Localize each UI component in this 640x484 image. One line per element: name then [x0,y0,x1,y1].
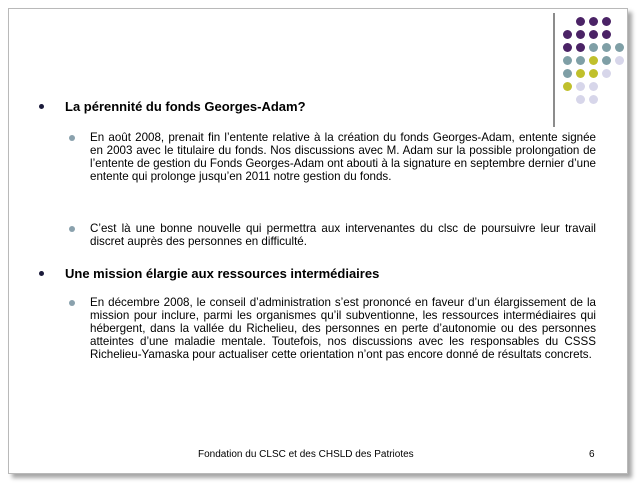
decorative-dot [589,69,598,78]
decorative-dot [576,69,585,78]
section-heading: La pérennité du fonds Georges-Adam? [39,99,599,114]
slide [8,8,628,474]
decorative-dot [563,30,572,39]
list-item: En décembre 2008, le conseil d’administration s’est prononcé en faveur d’un élargissement de la mission pour inclure, parmi les organismes qu’il subventionne, les ressources intermédiaires qui hébergent, dans la vallée du Richelieu, des personnes en perte d’autonomie ou des personnes atteintes d’une maladie mentale. Toutefois, nos discussions avec les responsables du CSSS Richelieu-Yamaska pour actualiser cette orientation n’ont pas encore donné de résultats concrets. [69,296,596,361]
list-item: En août 2008, prenait fin l’entente relative à la création du fonds Georges-Adam, entente signée en 2003 avec le titulaire du fonds. Nos discussions avec M. Adam sur la possible prolongation de l’entente de gestion du Fonds Georges-Adam ont abouti à la signature en septembre dernier d’une entente qui prolonge jusqu’en 2011 notre gestion du fonds. [69,131,596,183]
decorative-dot [576,82,585,91]
decorative-dot [563,82,572,91]
decorative-dot [615,56,624,65]
decorative-dot [602,56,611,65]
decorative-dot [602,30,611,39]
decorative-dot [589,43,598,52]
decorative-dot [602,17,611,26]
decorative-dot [589,82,598,91]
decorative-dot [589,30,598,39]
decorative-dot [563,43,572,52]
decorative-dot [563,69,572,78]
decorative-dot [576,56,585,65]
decorative-dot [589,56,598,65]
footer-text: Fondation du CLSC et des CHSLD des Patriotes [198,449,414,460]
decorative-dot [563,56,572,65]
section-heading: Une mission élargie aux ressources intermédiaires [39,266,599,281]
decorative-dot [602,43,611,52]
decorative-dot [615,43,624,52]
page-number: 6 [589,449,595,460]
decorative-dot [589,17,598,26]
decorative-dot [576,30,585,39]
decorative-dot [576,43,585,52]
decorative-dot [576,17,585,26]
decorative-dot [602,69,611,78]
list-item: C’est là une bonne nouvelle qui permettra aux intervenantes du clsc de poursuivre leur travail discret auprès des personnes en difficulté. [69,222,596,248]
